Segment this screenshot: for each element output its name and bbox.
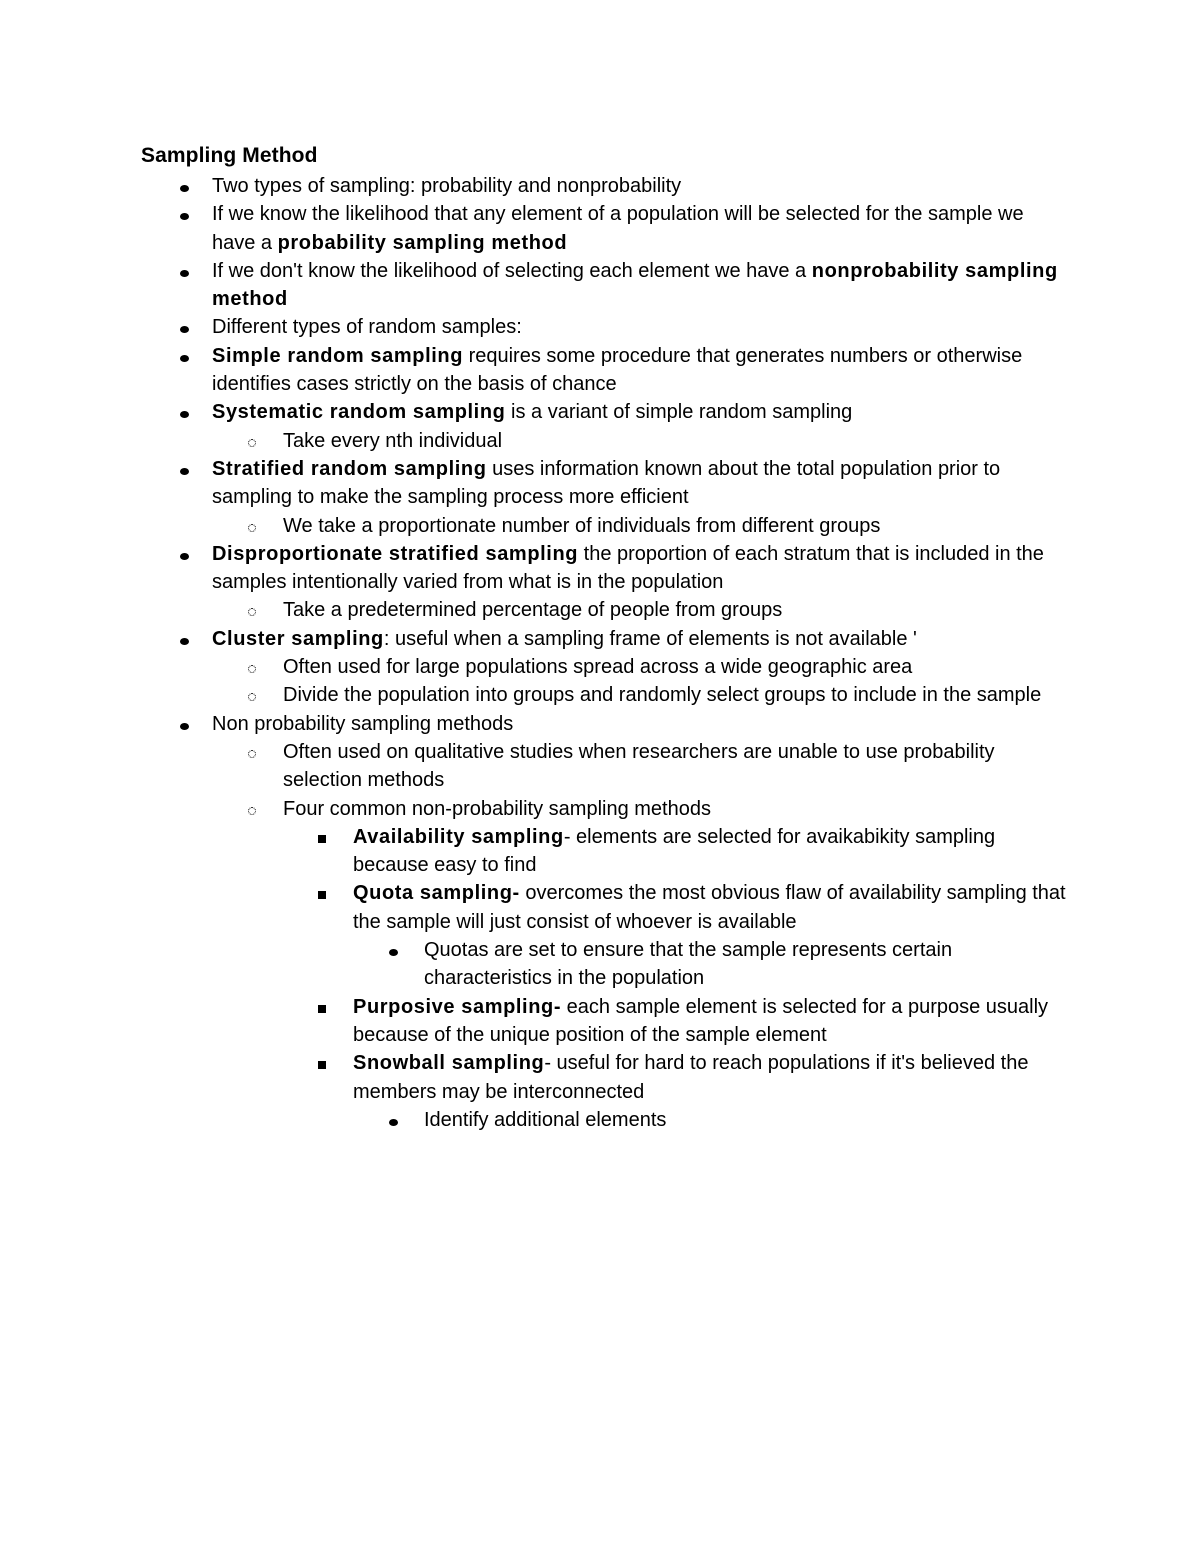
bullet-disc-icon xyxy=(180,355,189,362)
item-term: Simple random sampling xyxy=(212,344,464,367)
item-term: Availability sampling xyxy=(353,825,564,848)
bullet-square-icon xyxy=(318,1061,326,1069)
bullet-disc-icon xyxy=(389,1119,398,1126)
item-text: Identify additional elements xyxy=(424,1108,667,1131)
list-item xyxy=(141,200,1071,257)
bullet-square-icon xyxy=(318,835,326,843)
bullet-square-icon xyxy=(318,1005,326,1013)
list-item xyxy=(141,936,1071,993)
item-text: Divide the population into groups and randomly select groups to include in the sample xyxy=(283,684,1042,707)
list-item xyxy=(141,313,1071,341)
bullet-marker xyxy=(318,1049,326,1077)
document-title: Sampling Method xyxy=(141,144,318,167)
bullet-disc-icon xyxy=(180,553,189,560)
list-item xyxy=(141,596,1071,624)
item-text: Different types of random samples: xyxy=(212,316,522,339)
bullet-square-icon xyxy=(318,891,326,899)
list-item xyxy=(141,795,1071,823)
item-term: Stratified random sampling xyxy=(212,457,487,480)
item-text: Four common non-probability sampling methods xyxy=(283,797,711,820)
item-text: If we don't know the likelihood of selecting each element we have a xyxy=(212,259,812,282)
bullet-outline xyxy=(141,172,1071,1134)
list-item xyxy=(141,455,1071,512)
list-item xyxy=(141,681,1071,709)
bullet-marker xyxy=(318,879,326,907)
bullet-disc-icon xyxy=(180,185,189,192)
bullet-marker xyxy=(180,257,189,285)
bullet-marker xyxy=(248,795,256,823)
item-term: Quota sampling- xyxy=(353,882,520,905)
list-item xyxy=(141,823,1071,880)
bullet-marker xyxy=(248,653,256,681)
bullet-disc-icon xyxy=(389,949,398,956)
item-text: - useful for hard to reach populations if it's believed the members may be interconnected xyxy=(353,1052,1029,1103)
document-content xyxy=(141,140,1071,1134)
bullet-marker xyxy=(180,200,189,228)
bullet-disc-icon xyxy=(180,468,189,475)
bullet-marker xyxy=(248,512,256,540)
bullet-marker xyxy=(248,738,256,766)
bullet-marker xyxy=(248,681,256,709)
list-item xyxy=(141,427,1071,455)
bullet-marker xyxy=(389,936,398,964)
list-item xyxy=(141,540,1071,597)
list-item xyxy=(141,738,1071,795)
bullet-disc-icon xyxy=(180,411,189,418)
item-term: Cluster sampling xyxy=(212,627,384,650)
bullet-marker xyxy=(180,625,189,653)
bullet-marker xyxy=(318,823,326,851)
list-item xyxy=(141,653,1071,681)
bullet-circle-icon xyxy=(248,439,256,447)
bullet-marker xyxy=(180,540,189,568)
item-text: requires some procedure that generates numbers or otherwise identifies cases strictly on the basis of chance xyxy=(212,344,1023,396)
list-item xyxy=(141,1106,1071,1134)
item-text: - elements are selected for avaikabikity sampling because easy to find xyxy=(353,825,996,877)
bullet-disc-icon xyxy=(180,213,189,220)
bullet-marker xyxy=(248,596,256,624)
bullet-marker xyxy=(389,1106,398,1134)
list-item xyxy=(141,625,1071,653)
item-text: : useful when a sampling frame of elements is not available ' xyxy=(383,627,917,650)
bullet-circle-icon xyxy=(248,693,256,701)
item-text: each sample element is selected for a purpose usually because of the unique position of the sample element xyxy=(353,995,1049,1046)
bullet-disc-icon xyxy=(180,638,189,645)
item-term: Purposive sampling- xyxy=(353,995,562,1018)
item-term: Systematic random sampling xyxy=(212,401,506,424)
list-item xyxy=(141,1049,1071,1106)
item-term: probability sampling method xyxy=(277,231,568,254)
list-item xyxy=(141,257,1071,314)
item-term: Disproportionate stratified sampling xyxy=(212,542,579,565)
bullet-marker xyxy=(180,398,189,426)
bullet-marker xyxy=(180,172,189,200)
bullet-circle-icon xyxy=(248,608,256,616)
item-text: the proportion of each stratum that is included in the samples intentionally varied from what is in the population xyxy=(212,542,1044,594)
bullet-marker xyxy=(180,710,189,738)
bullet-circle-icon xyxy=(248,750,256,758)
bullet-marker xyxy=(318,993,326,1021)
bullet-disc-icon xyxy=(180,270,189,277)
item-term: Snowball sampling xyxy=(353,1052,545,1075)
list-item xyxy=(141,993,1071,1050)
bullet-circle-icon xyxy=(248,524,256,532)
item-text: Non probability sampling methods xyxy=(212,712,514,735)
list-item xyxy=(141,172,1071,200)
item-text: Quotas are set to ensure that the sample represents certain characteristics in the population xyxy=(424,939,953,990)
list-item xyxy=(141,398,1071,426)
list-item xyxy=(141,710,1071,738)
item-text: Two types of sampling: probability and nonprobability xyxy=(212,175,682,197)
item-text: is a variant of simple random sampling xyxy=(505,401,853,424)
bullet-circle-icon xyxy=(248,665,256,673)
item-text: Often used for large populations spread across a wide geographic area xyxy=(283,656,913,679)
list-item xyxy=(141,879,1071,936)
item-term: nonprobability sampling method xyxy=(212,259,1058,311)
item-text: Often used on qualitative studies when researchers are unable to use probability selection methods xyxy=(283,740,995,792)
list-item xyxy=(141,512,1071,540)
bullet-marker xyxy=(248,427,256,455)
item-text: overcomes the most obvious flaw of availability sampling that the sample will just consist of whoever is available xyxy=(353,882,1066,933)
item-text: Take a predetermined percentage of people from groups xyxy=(283,599,783,622)
bullet-marker xyxy=(180,313,189,341)
bullet-disc-icon xyxy=(180,326,189,333)
bullet-marker xyxy=(180,455,189,483)
item-text: We take a proportionate number of individuals from different groups xyxy=(283,514,881,537)
item-text: If we know the likelihood that any element of a population will be selected for the sample we have a xyxy=(212,203,1024,254)
bullet-marker xyxy=(180,342,189,370)
list-item xyxy=(141,342,1071,399)
item-text: uses information known about the total population prior to sampling to make the sampling process more efficient xyxy=(212,457,1001,509)
item-text: Take every nth individual xyxy=(283,429,503,452)
bullet-circle-icon xyxy=(248,807,256,815)
bullet-disc-icon xyxy=(180,723,189,730)
